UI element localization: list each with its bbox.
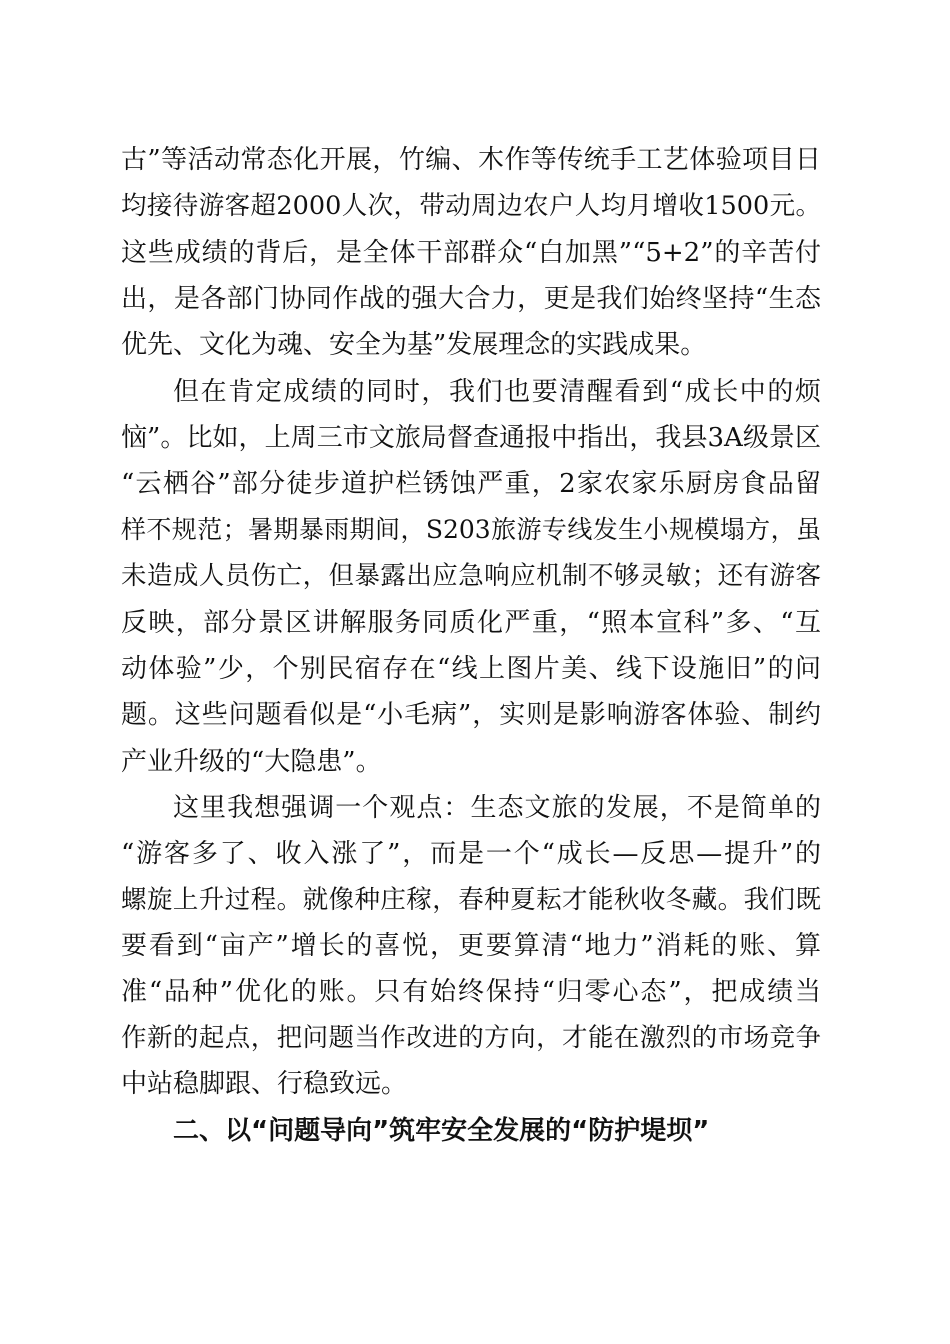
text-line: 未造成人员伤亡，但暴露出应急响应机制不够灵敏；还有游客 — [121, 561, 821, 591]
text-line: 均接待游客超2000人次，带动周边农户人均月增收1500元。 — [121, 191, 821, 221]
text-line: 螺旋上升过程。就像种庄稼，春种夏耘才能秋收冬藏。我们既 — [121, 885, 821, 915]
text-line: 古”等活动常态化开展，竹编、木作等传统手工艺体验项目日 — [121, 145, 821, 175]
text-line: 中站稳脚跟、行稳致远。 — [121, 1069, 408, 1099]
text-line: 样不规范；暑期暴雨期间，S203旅游专线发生小规模塌方，虽 — [121, 515, 821, 544]
text-line: 产业升级的“大隐患”。 — [121, 747, 382, 777]
text-line: 准“品种”优化的账。只有始终保持“归零心态”，把成绩当 — [121, 977, 821, 1007]
text-line: 出，是各部门协同作战的强大合力，更是我们始终坚持“生态 — [121, 284, 821, 314]
text-line: 动体验”少，个别民宿存在“线上图片美、线下设施旧”的问 — [121, 654, 821, 684]
text-line: “云栖谷”部分徒步道护栏锈蚀严重，2家农家乐厨房食品留 — [121, 469, 821, 499]
text-line: 但在肯定成绩的同时，我们也要清醒看到“成长中的烦 — [173, 377, 821, 407]
text-line: 这里我想强调一个观点：生态文旅的发展，不是简单的 — [173, 793, 821, 823]
text-line: 这些成绩的背后，是全体干部群众“白加黑”“5+2”的辛苦付 — [121, 238, 821, 268]
text-line: 恼”。比如，上周三市文旅局督查通报中指出，我县3A级景区 — [121, 423, 821, 453]
text-line: “游客多了、收入涨了”，而是一个“成长—反思—提升”的 — [121, 839, 821, 869]
section-heading: 二、以“问题导向”筑牢安全发展的“防护堤坝” — [173, 1116, 710, 1146]
text-line: 反映，部分景区讲解服务同质化严重，“照本宣科”多、“互 — [121, 608, 821, 638]
text-line: 作新的起点，把问题当作改进的方向，才能在激烈的市场竞争 — [121, 1023, 821, 1053]
text-line: 要看到“亩产”增长的喜悦，更要算清“地力”消耗的账、算 — [121, 931, 821, 961]
text-line: 优先、文化为魂、安全为基”发展理念的实践成果。 — [121, 330, 707, 360]
text-line: 题。这些问题看似是“小毛病”，实则是影响游客体验、制约 — [121, 700, 821, 730]
